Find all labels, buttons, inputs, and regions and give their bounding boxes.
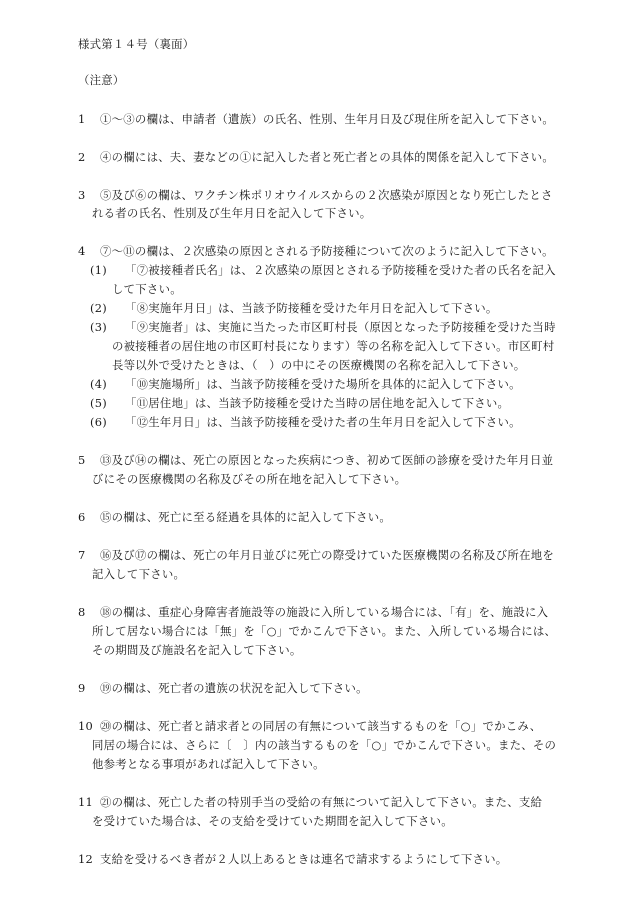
item-text: ④の欄には、夫、妻などの①に記入した者と死亡者との具体的関係を記入して下さい。 [100, 150, 554, 164]
item-text: ⑳の欄は、死亡者と請求者との同居の有無について該当するものを「○」でかこみ、 [100, 719, 542, 733]
item-text: れる者の氏名、性別及び生年月日を記入して下さい。 [92, 206, 372, 220]
subitem-number: (5) [90, 396, 107, 410]
item-text: を受けていた場合は、その支給を受けていた期間を記入して下さい。 [92, 814, 453, 828]
subitem-text: の被接種者の居住地の市区町村長になります）等の名称を記入して下さい。市区町村 [112, 339, 555, 353]
item-text: ⑤及び⑥の欄は、ワクチン株ポリオウイルスからの２次感染が原因となり死亡したとさ [100, 188, 553, 202]
subitem-text: 「⑩実施場所」は、当該予防接種を受けた場所を具体的に記入して下さい。 [125, 377, 521, 391]
item-number: 8 [78, 605, 86, 619]
item-number: 7 [78, 548, 86, 562]
subitem-text: 「⑧実施年月日」は、当該予防接種を受けた年月日を記入して下さい。 [125, 301, 498, 315]
subitem-number: (2) [90, 301, 107, 315]
item-text: 支給を受けるべき者が２人以上あるときは連名で請求するようにして下さい。 [100, 852, 508, 866]
item-text: ⑲の欄は、死亡者の遺族の状況を記入して下さい。 [100, 681, 368, 695]
subitem-number: (4) [90, 377, 107, 391]
item-text: ①～③の欄は、申請者（遺族）の氏名、性別、生年月日及び現住所を記入して下さい。 [100, 112, 554, 126]
item-text: ⑯及び⑰の欄は、死亡の年月日並びに死亡の際受けていた医療機関の名称及び所在地を [100, 548, 554, 562]
notes-heading: （注意） [78, 73, 125, 87]
subitem-text: 「⑨実施者」は、実施に当たった市区町村長（原因となった予防接種を受けた当時 [125, 320, 556, 334]
item-text: びにその医療機関の名称及びその所在地を記入して下さい。 [92, 472, 407, 486]
item-number: 5 [78, 453, 86, 467]
item-text: ⑱の欄は、重症心身障害者施設等の施設に入所している場合には、「有」を、施設に入 [100, 605, 549, 619]
subitem-text: 「⑪居住地」は、当該予防接種を受けた当時の居住地を記入して下さい。 [125, 396, 510, 410]
item-number: 3 [78, 188, 86, 202]
item-text: 同居の場合には、さらに〔 〕内の該当するものを「○」でかこんで下さい。また、その [92, 738, 557, 752]
item-text: 他参考となる事項があれば記入して下さい。 [92, 757, 325, 771]
item-text: 記入して下さい。 [92, 567, 186, 581]
item-text: その期間及び施設名を記入して下さい。 [92, 643, 302, 657]
item-number: 2 [78, 150, 86, 164]
subitem-text: して下さい。 [112, 282, 182, 296]
item-number: 11 [78, 795, 93, 809]
item-text: 所して居ない場合には「無」を「○」でかこんで下さい。また、入所している場合には、 [92, 624, 557, 638]
item-text: ⑮の欄は、死亡に至る経過を具体的に記入して下さい。 [100, 510, 392, 524]
subitem-number: (3) [90, 320, 107, 334]
item-number: 10 [78, 719, 93, 733]
subitem-number: (1) [90, 263, 107, 277]
item-number: 6 [78, 510, 86, 524]
subitem-text: 「⑫生年月日」は、当該予防接種を受けた者の生年月日を記入して下さい。 [125, 415, 521, 429]
item-number: 12 [78, 852, 93, 866]
item-text: ⑦～⑪の欄は、２次感染の原因とされる予防接種について次のように記入して下さい。 [100, 244, 554, 258]
item-text: ㉑の欄は、死亡した者の特別手当の受給の有無について記入して下さい。また、支給 [100, 795, 543, 809]
item-number: 4 [78, 244, 86, 258]
subitem-text: 長等以外で受けたときは、（ ）の中にその医療機関の名称を記入して下さい。 [112, 358, 526, 372]
subitem-number: (6) [90, 415, 107, 429]
subitem-text: 「⑦被接種者氏名」は、２次感染の原因とされる予防接種を受けた者の氏名を記入 [125, 263, 556, 277]
form-title: 様式第１４号（裏面） [78, 37, 195, 51]
item-number: 9 [78, 681, 86, 695]
item-number: 1 [78, 112, 86, 126]
item-text: ⑬及び⑭の欄は、死亡の原因となった疾病につき、初めて医師の診療を受けた年月日並 [100, 453, 554, 467]
